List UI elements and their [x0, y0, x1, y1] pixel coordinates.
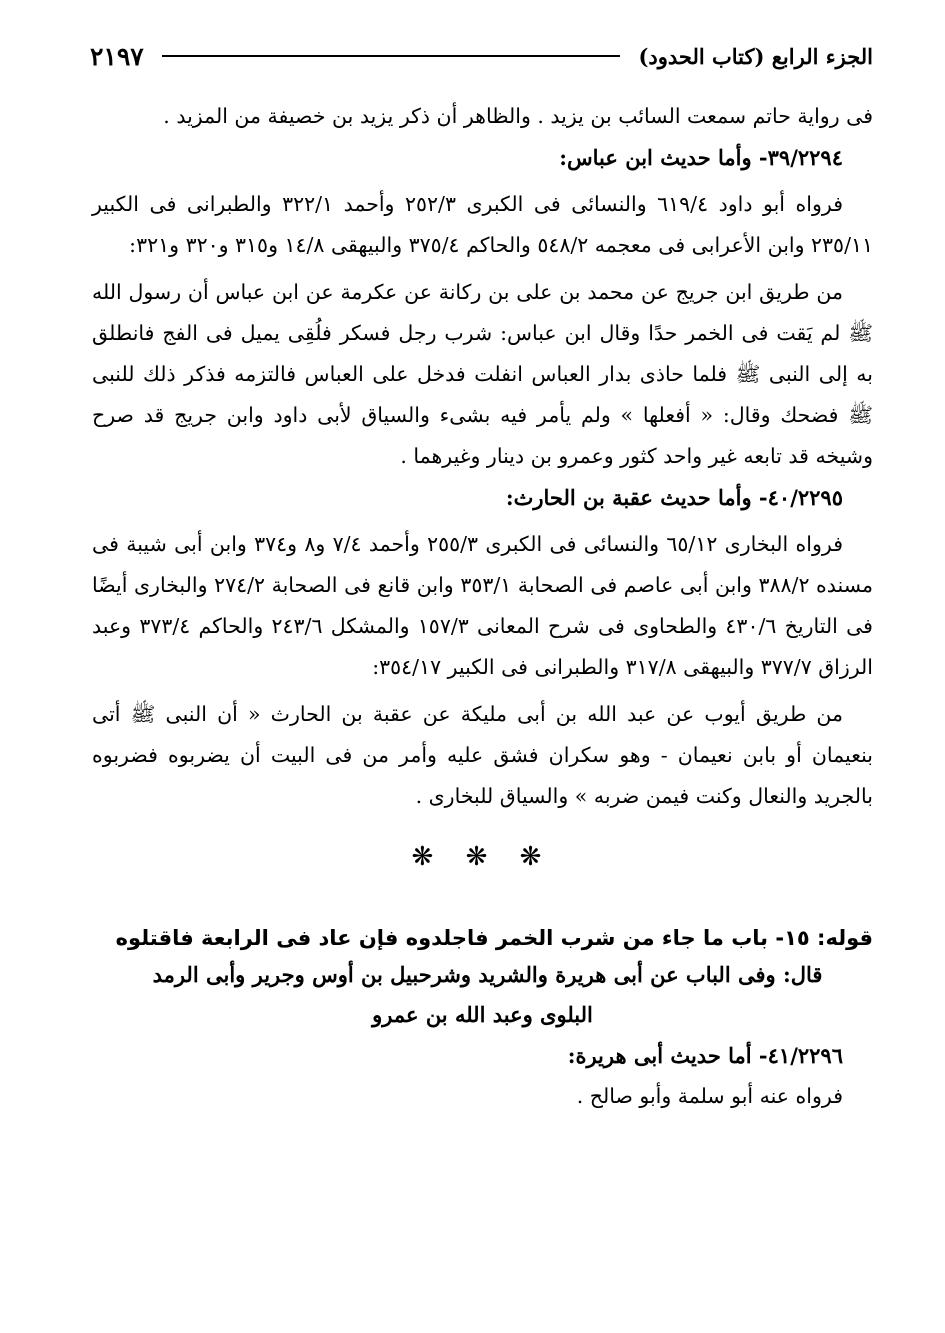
- running-title: الجزء الرابع (كتاب الحدود): [638, 43, 873, 69]
- header-rule: [162, 55, 621, 57]
- hadith-heading-2295: ٤٠/٢٢٩٥- وأما حديث عقبة بن الحارث:: [505, 485, 843, 510]
- section-separator: ❋ ❋ ❋: [411, 842, 554, 872]
- paragraph-chain-uqbah: من طريق أيوب عن عبد الله بن أبى مليكة عن عقبة بن الحارث « أن النبى ﷺ أتى بنعيمان أو بابن نعيمان - وهو سكران فشق عليه وأمر من فى البيت أن يضربوه فضربوه بالجريد والنعال وكنت فيمن ضربه » والسياق للبخارى .: [92, 702, 873, 808]
- chapter-subtitle-line2: البلوى وعبد الله بن عمرو: [372, 1002, 593, 1027]
- page-body: [92, 96, 873, 1117]
- hadith-heading-2294: ٣٩/٢٢٩٤- وأما حديث ابن عباس:: [559, 145, 843, 170]
- page-header: [90, 36, 873, 76]
- chapter-subtitle-line1: قال: وفى الباب عن أبى هريرة والشريد وشرحبيل بن أوس وجرير وأبى الرمد: [152, 962, 823, 987]
- paragraph-sources-ibn-abbas: فرواه أبو داود ٦١٩/٤ والنسائى فى الكبرى ٢٥٢/٣ وأحمد ٣٢٢/١ والطبرانى فى الكبير ٢٣٥/١١ وابن الأعرابى فى معجمه ٥٤٨/٢ والحاكم ٣٧٥/٤ والبيهقى ١٤/٨ و٣١٥ و٣٢٠ و٣٢١:: [92, 192, 873, 257]
- chapter-title: قوله: ١٥- باب ما جاء من شرب الخمر فاجلدوه فإن عاد فى الرابعة فاقتلوه: [115, 926, 873, 950]
- page-number: ٢١٩٧: [90, 41, 144, 71]
- paragraph-sources-uqbah: فرواه البخارى ٦٥/١٢ والنسائى فى الكبرى ٢٥٥/٣ وأحمد ٧/٤ و٨ و٣٧٤ وابن أبى شيبة فى مسنده ٣٨٨/٢ وابن أبى عاصم فى الصحابة ٣٥٣/١ وابن قانع فى الصحابة ٢٧٤/٢ والبخارى أيضًا فى التاريخ ٤٣٠/٦ والطحاوى فى شرح المعانى ١٥٧/٣ والمشكل ٢٤٣/٦ والحاكم ٣٧٣/٤ وعبد الرزاق ٣٧٧/٧ والبيهقى ٣١٧/٨ والطبرانى فى الكبير ٣٥٤/١٧:: [92, 532, 873, 679]
- paragraph-chain-ibn-abbas: من طريق ابن جريج عن محمد بن على بن ركانة عن عكرمة عن ابن عباس أن رسول الله ﷺ لم يَقت فى الخمر حدًا وقال ابن عباس: شرب رجل فسكر فلُقِى يميل فى الفج فانطلق به إلى النبى ﷺ فلما حاذى بدار العباس انفلت فدخل على العباس فالتزمه فذكر ذلك للنبى ﷺ فضحك وقال: « أفعلها » ولم يأمر فيه بشىء والسياق لأبى داود وابن جريج قد صرح وشيخه قد تابعه غير واحد كثور وعمرو بن دينار وغيرهما .: [92, 280, 873, 468]
- paragraph-abu-hurayrah: فرواه عنه أبو سلمة وأبو صالح .: [576, 1084, 843, 1108]
- paragraph-continuation: فى رواية حاتم سمعت السائب بن يزيد . والظاهر أن ذكر يزيد بن خصيفة من المزيد .: [163, 104, 873, 128]
- hadith-heading-2296: ٤١/٢٢٩٦- أما حديث أبى هريرة:: [567, 1043, 843, 1068]
